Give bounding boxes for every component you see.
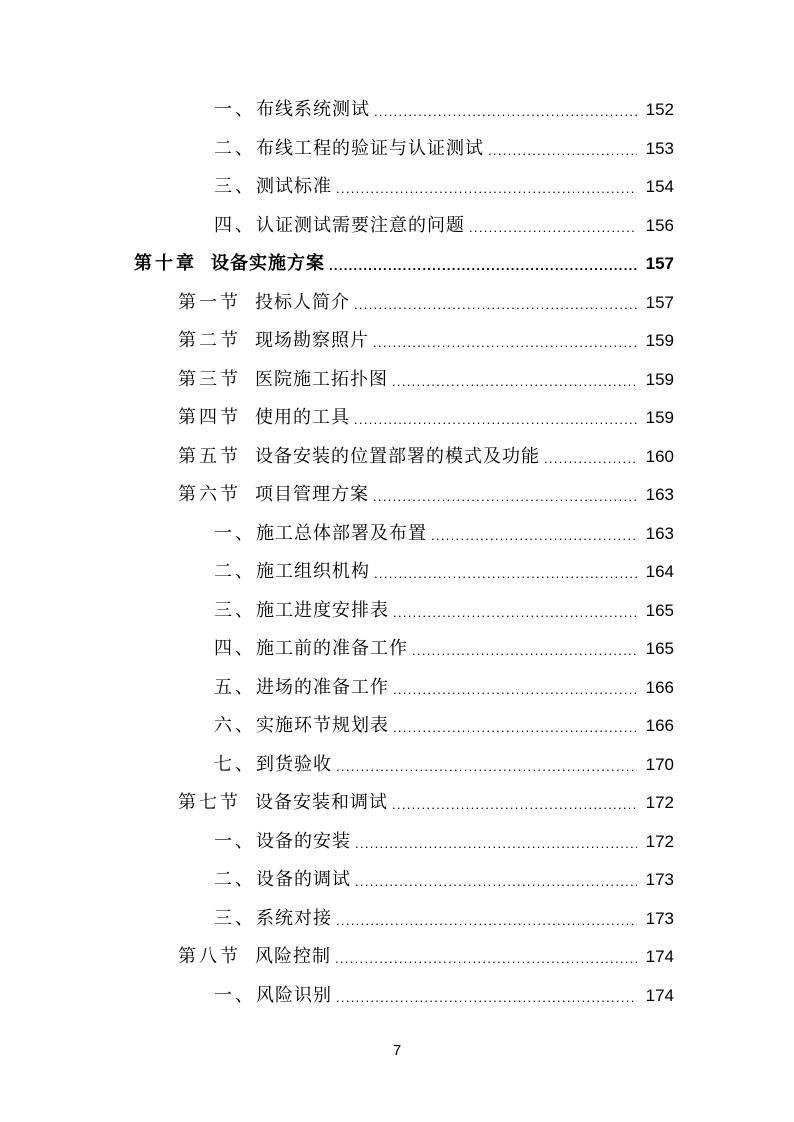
toc-entry-text: 设备安装和调试 bbox=[255, 792, 388, 813]
toc-entry-number: 第一节 bbox=[178, 291, 241, 313]
toc-entry-number: 七、 bbox=[214, 753, 256, 775]
toc-dot-leader bbox=[355, 825, 637, 864]
toc-entry-text: 施工总体部署及布置 bbox=[256, 522, 427, 544]
toc-entry[interactable] bbox=[0, 977, 794, 1016]
toc-entry-text: 测试标准 bbox=[256, 176, 332, 197]
toc-entry-title bbox=[214, 669, 389, 708]
toc-entry-text: 进场的准备工作 bbox=[256, 676, 389, 698]
toc-entry[interactable] bbox=[0, 438, 794, 477]
toc-entry-page: 172 bbox=[645, 793, 674, 812]
toc-entry-title bbox=[214, 91, 370, 130]
toc-entry-text: 医院施工拓扑图 bbox=[255, 368, 388, 390]
toc-entry-page: 157 bbox=[645, 292, 674, 312]
toc-dot-leader bbox=[392, 363, 637, 402]
toc-entry-number: 五、 bbox=[214, 676, 256, 698]
toc-entry-number: 三、 bbox=[214, 176, 256, 197]
toc-entry-number: 一、 bbox=[214, 522, 256, 544]
toc-dot-leader bbox=[354, 286, 637, 325]
toc-dot-leader bbox=[469, 209, 637, 248]
toc-entry-page: 174 bbox=[645, 985, 674, 1005]
toc-entry-page: 173 bbox=[645, 908, 674, 928]
toc-entry-text: 风险控制 bbox=[255, 946, 331, 967]
toc-entry-text: 项目管理方案 bbox=[255, 484, 369, 505]
toc-entry-number: 第八节 bbox=[178, 946, 241, 967]
toc-dot-leader bbox=[336, 979, 637, 1018]
toc-entry-title bbox=[214, 823, 351, 862]
toc-entry[interactable] bbox=[0, 900, 794, 939]
toc-entry[interactable] bbox=[0, 515, 794, 554]
toc-entry-page: 166 bbox=[645, 716, 674, 735]
toc-entry-number: 六、 bbox=[214, 715, 256, 736]
toc-entry-page: 174 bbox=[645, 947, 674, 966]
toc-dot-leader bbox=[393, 671, 637, 710]
toc-entry-text: 施工组织机构 bbox=[256, 561, 370, 582]
toc-entry-title bbox=[214, 746, 332, 785]
toc-entry[interactable] bbox=[0, 361, 794, 400]
toc-entry-title bbox=[214, 630, 408, 669]
toc-dot-leader bbox=[336, 170, 637, 209]
toc-entry-number: 一、 bbox=[214, 830, 256, 852]
toc-entry-text: 风险识别 bbox=[256, 984, 332, 1006]
toc-entry-text: 布线系统测试 bbox=[256, 99, 370, 120]
toc-dot-leader bbox=[336, 902, 637, 941]
toc-dot-leader bbox=[544, 440, 637, 479]
toc-entry-page: 170 bbox=[645, 754, 674, 774]
toc-dot-leader bbox=[336, 748, 637, 787]
toc-entry-text: 认证测试需要注意的问题 bbox=[256, 214, 465, 236]
toc-entry-text: 到货验收 bbox=[256, 753, 332, 775]
toc-entry-number: 第七节 bbox=[178, 792, 241, 813]
toc-dot-leader bbox=[392, 786, 637, 825]
toc-entry-title bbox=[178, 399, 350, 438]
toc-entry-title bbox=[214, 553, 370, 592]
toc-entry[interactable] bbox=[0, 322, 794, 361]
toc-entry-text: 布线工程的验证与认证测试 bbox=[256, 137, 484, 159]
toc-dot-leader bbox=[355, 863, 637, 902]
toc-entry-number: 一、 bbox=[214, 99, 256, 120]
toc-entry[interactable] bbox=[0, 669, 794, 708]
toc-entry[interactable] bbox=[0, 630, 794, 669]
toc-entry-title bbox=[178, 438, 540, 477]
toc-entry-page: 172 bbox=[645, 831, 674, 851]
toc-dot-leader bbox=[393, 709, 637, 748]
toc-entry-text: 系统对接 bbox=[256, 907, 332, 929]
toc-entry[interactable] bbox=[0, 592, 794, 631]
toc-entry-number: 一、 bbox=[214, 984, 256, 1006]
toc-entry-title bbox=[214, 130, 484, 169]
toc-entry[interactable] bbox=[0, 784, 794, 823]
toc-dot-leader bbox=[329, 247, 637, 286]
toc-entry-title bbox=[178, 284, 350, 323]
toc-entry-page: 165 bbox=[645, 639, 674, 658]
toc-entry[interactable] bbox=[0, 476, 794, 515]
toc-entry-page: 153 bbox=[645, 138, 674, 158]
toc-entry-title bbox=[214, 207, 465, 246]
toc-entry-page: 159 bbox=[645, 369, 674, 389]
toc-entry-page: 163 bbox=[645, 485, 674, 504]
toc-dot-leader bbox=[354, 401, 637, 440]
toc-entry-number: 二、 bbox=[214, 869, 256, 890]
toc-entry[interactable] bbox=[0, 938, 794, 977]
toc-entry-text: 使用的工具 bbox=[255, 407, 350, 428]
toc-entry[interactable] bbox=[0, 553, 794, 592]
toc-entry-title bbox=[178, 938, 331, 977]
toc-entry[interactable] bbox=[0, 91, 794, 130]
toc-entry-number: 三、 bbox=[214, 599, 256, 621]
toc-entry-title bbox=[214, 592, 389, 631]
toc-entry-page: 157 bbox=[645, 254, 674, 273]
toc-dot-leader bbox=[373, 324, 637, 363]
toc-entry-page: 163 bbox=[645, 523, 674, 543]
toc-dot-leader bbox=[374, 555, 637, 594]
toc-dot-leader bbox=[335, 940, 637, 979]
toc-dot-leader bbox=[431, 517, 637, 556]
toc-entry-text: 设备安装的位置部署的模式及功能 bbox=[255, 445, 540, 467]
toc-entry[interactable] bbox=[0, 284, 794, 323]
toc-entry-number: 四、 bbox=[214, 214, 256, 236]
toc-entry-number: 三、 bbox=[214, 907, 256, 929]
toc-entry-number: 第三节 bbox=[178, 368, 241, 390]
toc-entry-page: 160 bbox=[645, 446, 674, 466]
toc-entry[interactable] bbox=[0, 168, 794, 207]
toc-entry-title bbox=[214, 900, 332, 939]
toc-entry-title bbox=[178, 784, 388, 823]
toc-entry[interactable] bbox=[0, 823, 794, 862]
table-of-contents bbox=[0, 91, 794, 1015]
toc-dot-leader bbox=[374, 93, 637, 132]
toc-entry[interactable] bbox=[0, 746, 794, 785]
toc-entry-text: 施工进度安排表 bbox=[256, 599, 389, 621]
toc-entry-text: 实施环节规划表 bbox=[256, 715, 389, 736]
toc-entry-title bbox=[178, 476, 369, 515]
toc-dot-leader bbox=[412, 632, 637, 671]
toc-entry-title bbox=[214, 168, 332, 207]
toc-entry-text: 设备的调试 bbox=[256, 869, 351, 890]
toc-entry-text: 设备实施方案 bbox=[211, 253, 325, 274]
toc-entry-number: 第二节 bbox=[178, 330, 241, 351]
toc-entry-page: 152 bbox=[645, 100, 674, 119]
toc-entry-page: 159 bbox=[645, 408, 674, 427]
toc-entry-page: 164 bbox=[645, 562, 674, 581]
toc-entry-text: 设备的安装 bbox=[256, 830, 351, 852]
toc-entry[interactable] bbox=[0, 861, 794, 900]
toc-entry-number: 四、 bbox=[214, 638, 256, 659]
toc-entry-page: 154 bbox=[645, 177, 674, 196]
toc-entry[interactable] bbox=[0, 399, 794, 438]
toc-entry[interactable] bbox=[0, 207, 794, 246]
toc-entry-page: 159 bbox=[645, 331, 674, 350]
toc-entry-number: 第六节 bbox=[178, 484, 241, 505]
toc-entry[interactable] bbox=[0, 130, 794, 169]
toc-entry-title bbox=[178, 322, 369, 361]
toc-entry[interactable] bbox=[0, 707, 794, 746]
toc-entry-number: 第五节 bbox=[178, 445, 241, 467]
toc-entry-page: 156 bbox=[645, 215, 674, 235]
toc-entry-number: 二、 bbox=[214, 561, 256, 582]
toc-entry-text: 现场勘察照片 bbox=[255, 330, 369, 351]
toc-entry-title bbox=[178, 361, 388, 400]
page-number: 7 bbox=[392, 1042, 402, 1059]
toc-entry-text: 施工前的准备工作 bbox=[256, 638, 408, 659]
toc-dot-leader bbox=[488, 132, 637, 171]
toc-dot-leader bbox=[373, 478, 637, 517]
toc-entry-page: 173 bbox=[645, 870, 674, 889]
toc-entry-title bbox=[214, 515, 427, 554]
toc-entry-title bbox=[214, 861, 351, 900]
toc-entry[interactable] bbox=[0, 245, 794, 284]
toc-entry-title bbox=[134, 245, 325, 284]
toc-dot-leader bbox=[393, 594, 637, 633]
toc-entry-page: 165 bbox=[645, 600, 674, 620]
toc-entry-number: 第十章 bbox=[134, 253, 197, 274]
toc-entry-number: 二、 bbox=[214, 137, 256, 159]
toc-entry-number: 第四节 bbox=[178, 407, 241, 428]
toc-entry-title bbox=[214, 707, 389, 746]
toc-entry-title bbox=[214, 977, 332, 1016]
toc-entry-text: 投标人简介 bbox=[255, 291, 350, 313]
toc-entry-page: 166 bbox=[645, 677, 674, 697]
